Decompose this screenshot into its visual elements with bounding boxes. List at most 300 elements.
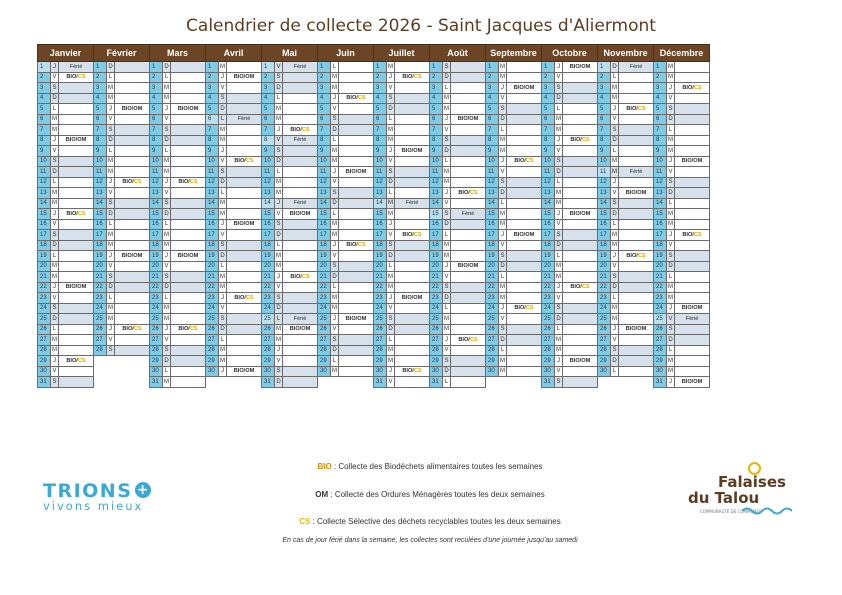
day-number: 18 <box>94 240 107 251</box>
collection-cell <box>507 104 542 115</box>
day-number: 16 <box>598 219 611 230</box>
collection-cell <box>339 156 374 167</box>
weekday-letter: M <box>611 230 619 241</box>
weekday-letter: V <box>443 345 451 356</box>
day-number: 1 <box>542 62 555 73</box>
weekday-letter: V <box>51 293 59 304</box>
collection-cell: BIO/CS <box>59 209 94 220</box>
weekday-letter: J <box>387 146 395 157</box>
collection-cell <box>171 198 206 209</box>
day-number: 25 <box>598 314 611 325</box>
weekday-letter: D <box>219 104 227 115</box>
weekday-letter: L <box>387 335 395 346</box>
collection-cell <box>507 366 542 377</box>
day-number: 12 <box>262 177 275 188</box>
collection-cell <box>395 209 430 220</box>
weekday-letter: D <box>107 135 115 146</box>
collection-cell <box>171 93 206 104</box>
collection-cell <box>619 240 654 251</box>
calendar-row <box>38 293 710 304</box>
weekday-letter: S <box>443 62 451 73</box>
collection-cell <box>59 83 94 94</box>
collection-cell <box>115 146 150 157</box>
day-number: 22 <box>654 282 667 293</box>
collection-cell <box>339 62 374 73</box>
month-header: Avril <box>206 45 262 62</box>
weekday-letter: J <box>51 356 59 367</box>
collection-cell <box>115 293 150 304</box>
collection-cell <box>563 251 598 262</box>
day-number: 13 <box>654 188 667 199</box>
collection-cell <box>283 261 318 272</box>
day-number: 14 <box>262 198 275 209</box>
day-number: 22 <box>150 282 163 293</box>
collection-cell <box>59 303 94 314</box>
weekday-letter: M <box>51 345 59 356</box>
collection-cell <box>563 177 598 188</box>
weekday-letter: L <box>331 135 339 146</box>
weekday-letter: J <box>51 62 59 73</box>
weekday-letter: V <box>443 272 451 283</box>
day-number: 7 <box>430 125 443 136</box>
weekday-letter: M <box>219 125 227 136</box>
collection-cell <box>339 282 374 293</box>
day-number: 16 <box>654 219 667 230</box>
collection-cell <box>171 282 206 293</box>
day-number: 23 <box>318 293 331 304</box>
legend-om-text: : Collecte des Ordures Ménagères toutes les deux semaines <box>328 490 545 499</box>
day-number: 18 <box>486 240 499 251</box>
day-number: 3 <box>94 83 107 94</box>
collection-cell: BIO/OM <box>675 303 710 314</box>
collection-cell <box>171 356 206 367</box>
day-number: 8 <box>598 135 611 146</box>
day-number: 14 <box>598 198 611 209</box>
day-number: 10 <box>542 156 555 167</box>
weekday-letter: S <box>51 303 59 314</box>
day-number: 7 <box>654 125 667 136</box>
day-number: 20 <box>598 261 611 272</box>
weekday-letter: J <box>443 261 451 272</box>
weekday-letter: L <box>611 146 619 157</box>
collection-cell: BIO/OM <box>227 366 262 377</box>
day-number: 20 <box>374 261 387 272</box>
day-number: 7 <box>374 125 387 136</box>
collection-cell <box>619 209 654 220</box>
weekday-letter: M <box>667 282 675 293</box>
day-number: 12 <box>94 177 107 188</box>
collection-cell <box>115 93 150 104</box>
collection-cell <box>227 209 262 220</box>
trions-logo-text: TRIONS <box>43 480 133 502</box>
collection-cell <box>339 114 374 125</box>
weekday-letter: S <box>51 156 59 167</box>
day-number <box>598 377 611 388</box>
weekday-letter: J <box>667 230 675 241</box>
day-number: 22 <box>542 282 555 293</box>
weekday-letter: L <box>107 219 115 230</box>
day-number: 13 <box>38 188 51 199</box>
collection-cell <box>563 335 598 346</box>
day-number: 6 <box>150 114 163 125</box>
collection-cell <box>283 146 318 157</box>
collection-cell <box>507 167 542 178</box>
day-number: 5 <box>654 104 667 115</box>
day-number: 22 <box>374 282 387 293</box>
collection-cell <box>563 93 598 104</box>
day-number: 5 <box>542 104 555 115</box>
collection-cell <box>451 177 486 188</box>
collection-cell <box>507 146 542 157</box>
weekday-letter <box>611 377 619 388</box>
day-number: 5 <box>374 104 387 115</box>
day-number: 1 <box>486 62 499 73</box>
collection-cell <box>339 345 374 356</box>
weekday-letter: M <box>107 156 115 167</box>
collection-cell <box>171 314 206 325</box>
plus-icon: + <box>136 482 151 498</box>
weekday-letter: M <box>163 93 171 104</box>
weekday-letter: J <box>51 209 59 220</box>
day-number: 30 <box>150 366 163 377</box>
collection-cell <box>451 366 486 377</box>
weekday-letter: D <box>275 83 283 94</box>
calendar-row <box>38 303 710 314</box>
day-number: 20 <box>38 261 51 272</box>
collection-cell <box>675 93 710 104</box>
weekday-letter: S <box>611 125 619 136</box>
day-number: 2 <box>38 72 51 83</box>
day-number: 11 <box>150 167 163 178</box>
calendar-row <box>38 125 710 136</box>
day-number: 20 <box>206 261 219 272</box>
collection-cell <box>115 62 150 73</box>
day-number: 1 <box>654 62 667 73</box>
collection-cell <box>675 72 710 83</box>
day-number: 14 <box>38 198 51 209</box>
day-number: 18 <box>318 240 331 251</box>
calendar-row <box>38 135 710 146</box>
day-number: 27 <box>150 335 163 346</box>
collection-cell <box>171 345 206 356</box>
weekday-letter: M <box>443 251 451 262</box>
legend-bio-text: : Collecte des Biodéchets alimentaires toutes les semaines <box>331 462 543 471</box>
day-number: 15 <box>94 209 107 220</box>
month-header: Août <box>430 45 486 62</box>
day-number: 3 <box>150 83 163 94</box>
weekday-letter: L <box>107 293 115 304</box>
day-number: 10 <box>654 156 667 167</box>
collection-cell <box>507 135 542 146</box>
month-header: Juin <box>318 45 374 62</box>
collection-cell <box>563 272 598 283</box>
day-number: 9 <box>654 146 667 157</box>
weekday-letter: M <box>219 345 227 356</box>
calendar-row <box>38 356 710 367</box>
day-number: 25 <box>150 314 163 325</box>
collection-cell <box>339 261 374 272</box>
weekday-letter: M <box>555 114 563 125</box>
collection-cell: BIO/OM <box>619 324 654 335</box>
weekday-letter: L <box>275 240 283 251</box>
day-number: 4 <box>542 93 555 104</box>
weekday-letter: M <box>667 293 675 304</box>
weekday-letter: S <box>555 303 563 314</box>
day-number: 6 <box>374 114 387 125</box>
weekday-letter: D <box>275 230 283 241</box>
weekday-letter: M <box>443 324 451 335</box>
weekday-letter: L <box>555 177 563 188</box>
collection-cell <box>451 377 486 388</box>
collection-cell: Férié <box>227 114 262 125</box>
weekday-letter: L <box>331 209 339 220</box>
collection-cell <box>115 282 150 293</box>
day-number: 21 <box>38 272 51 283</box>
weekday-letter: M <box>163 377 171 388</box>
day-number: 24 <box>262 303 275 314</box>
weekday-letter: D <box>387 104 395 115</box>
collection-cell: BIO/OM <box>171 104 206 115</box>
weekday-letter: D <box>443 366 451 377</box>
collection-cell <box>675 62 710 73</box>
weekday-letter: M <box>555 125 563 136</box>
weekday-letter: M <box>107 167 115 178</box>
weekday-letter: M <box>387 135 395 146</box>
weekday-letter: L <box>219 188 227 199</box>
collection-cell <box>619 366 654 377</box>
day-number: 19 <box>598 251 611 262</box>
day-number: 28 <box>262 345 275 356</box>
day-number: 14 <box>542 198 555 209</box>
day-number: 26 <box>94 324 107 335</box>
weekday-letter: M <box>667 146 675 157</box>
legend-cs-code: CS <box>299 517 311 526</box>
day-number: 17 <box>206 230 219 241</box>
collection-cell <box>451 219 486 230</box>
day-number: 12 <box>654 177 667 188</box>
day-number: 17 <box>374 230 387 241</box>
weekday-letter: M <box>331 72 339 83</box>
collection-cell <box>451 83 486 94</box>
collection-cell <box>451 93 486 104</box>
weekday-letter: S <box>331 188 339 199</box>
collection-cell: BIO/OM <box>395 146 430 157</box>
collection-cell <box>675 272 710 283</box>
weekday-letter: D <box>275 156 283 167</box>
weekday-letter: V <box>667 314 675 325</box>
weekday-letter: L <box>667 198 675 209</box>
day-number: 7 <box>318 125 331 136</box>
collection-cell <box>507 282 542 293</box>
weekday-letter: V <box>163 335 171 346</box>
day-number: 27 <box>206 335 219 346</box>
weekday-letter: D <box>499 261 507 272</box>
day-number: 8 <box>430 135 443 146</box>
weekday-letter: L <box>611 366 619 377</box>
weekday-letter: M <box>611 240 619 251</box>
day-number: 25 <box>38 314 51 325</box>
collection-cell <box>59 240 94 251</box>
weekday-letter: S <box>275 72 283 83</box>
weekday-letter: J <box>163 177 171 188</box>
weekday-letter: V <box>219 83 227 94</box>
weekday-letter: D <box>275 377 283 388</box>
calendar-row <box>38 240 710 251</box>
collection-cell <box>451 282 486 293</box>
weekday-letter: J <box>387 72 395 83</box>
day-number: 14 <box>430 198 443 209</box>
collection-cell <box>171 135 206 146</box>
day-number: 5 <box>150 104 163 115</box>
weekday-letter: V <box>499 240 507 251</box>
wave-icon <box>742 506 792 516</box>
collection-cell: BIO/OM <box>115 104 150 115</box>
weekday-letter: D <box>51 314 59 325</box>
weekday-letter: S <box>555 156 563 167</box>
day-number: 12 <box>598 177 611 188</box>
weekday-letter: M <box>107 303 115 314</box>
weekday-letter: M <box>51 335 59 346</box>
day-number: 27 <box>542 335 555 346</box>
day-number: 18 <box>374 240 387 251</box>
collection-cell: Férié <box>59 62 94 73</box>
collection-cell <box>171 272 206 283</box>
collection-cell <box>171 293 206 304</box>
weekday-letter: M <box>107 83 115 94</box>
day-number: 25 <box>206 314 219 325</box>
collection-cell <box>675 135 710 146</box>
calendar-row <box>38 261 710 272</box>
weekday-letter: J <box>219 366 227 377</box>
day-number: 1 <box>38 62 51 73</box>
collection-cell <box>59 156 94 167</box>
collection-cell <box>59 272 94 283</box>
collection-cell <box>675 251 710 262</box>
collection-cell <box>115 114 150 125</box>
trions-slogan: vivons mieux <box>43 499 144 513</box>
collection-cell <box>59 366 94 377</box>
collection-cell: BIO/OM <box>563 209 598 220</box>
collection-cell <box>339 198 374 209</box>
collection-cell: BIO/CS <box>171 324 206 335</box>
weekday-letter: M <box>51 261 59 272</box>
collection-cell <box>507 240 542 251</box>
day-number: 9 <box>262 146 275 157</box>
day-number: 20 <box>262 261 275 272</box>
day-number: 23 <box>38 293 51 304</box>
day-number: 15 <box>430 209 443 220</box>
day-number: 22 <box>318 282 331 293</box>
day-number: 18 <box>430 240 443 251</box>
day-number <box>206 377 219 388</box>
day-number: 19 <box>542 251 555 262</box>
weekday-letter: M <box>555 272 563 283</box>
weekday-letter: S <box>107 272 115 283</box>
weekday-letter: V <box>51 366 59 377</box>
weekday-letter: D <box>51 167 59 178</box>
weekday-letter: M <box>163 303 171 314</box>
collection-cell <box>115 261 150 272</box>
collection-cell <box>451 240 486 251</box>
calendar-row <box>38 324 710 335</box>
collection-cell <box>227 104 262 115</box>
weekday-letter <box>331 377 339 388</box>
weekday-letter: M <box>163 240 171 251</box>
calendar-row <box>38 314 710 325</box>
collection-cell <box>283 104 318 115</box>
weekday-letter: M <box>611 93 619 104</box>
day-number: 21 <box>262 272 275 283</box>
collection-cell <box>451 303 486 314</box>
day-number: 4 <box>94 93 107 104</box>
collection-cell: BIO/CS <box>115 324 150 335</box>
collection-cell <box>59 104 94 115</box>
collection-cell <box>283 356 318 367</box>
collection-cell <box>227 62 262 73</box>
day-number: 14 <box>374 198 387 209</box>
day-number: 10 <box>318 156 331 167</box>
day-number: 8 <box>150 135 163 146</box>
day-number: 12 <box>318 177 331 188</box>
collection-cell <box>507 314 542 325</box>
day-number: 30 <box>38 366 51 377</box>
weekday-letter: M <box>51 125 59 136</box>
weekday-letter: J <box>331 93 339 104</box>
month-header: Novembre <box>598 45 654 62</box>
weekday-letter: M <box>275 251 283 262</box>
day-number: 4 <box>262 93 275 104</box>
day-number: 31 <box>430 377 443 388</box>
day-number: 15 <box>542 209 555 220</box>
day-number: 2 <box>150 72 163 83</box>
weekday-letter: M <box>163 314 171 325</box>
day-number: 7 <box>94 125 107 136</box>
weekday-letter: M <box>107 230 115 241</box>
collection-cell <box>283 167 318 178</box>
legend-bio <box>210 462 650 471</box>
weekday-letter: S <box>275 219 283 230</box>
collection-cell <box>675 209 710 220</box>
day-number: 2 <box>430 72 443 83</box>
day-number: 27 <box>598 335 611 346</box>
day-number: 16 <box>374 219 387 230</box>
weekday-letter: S <box>219 93 227 104</box>
day-number: 12 <box>542 177 555 188</box>
day-number: 24 <box>486 303 499 314</box>
weekday-letter: V <box>219 156 227 167</box>
day-number: 3 <box>374 83 387 94</box>
collection-cell: BIO/OM <box>675 377 710 388</box>
day-number: 28 <box>150 345 163 356</box>
weekday-letter: D <box>331 272 339 283</box>
day-number: 24 <box>38 303 51 314</box>
weekday-letter: V <box>611 335 619 346</box>
collection-cell <box>395 167 430 178</box>
collection-cell <box>59 314 94 325</box>
collection-cell <box>59 230 94 241</box>
day-number: 5 <box>598 104 611 115</box>
collection-cell <box>171 230 206 241</box>
weekday-letter: J <box>443 114 451 125</box>
day-number: 24 <box>430 303 443 314</box>
day-number: 17 <box>430 230 443 241</box>
weekday-letter: M <box>331 303 339 314</box>
day-number: 19 <box>318 251 331 262</box>
weekday-letter: V <box>51 219 59 230</box>
collection-cell <box>283 83 318 94</box>
day-number: 13 <box>206 188 219 199</box>
day-number: 23 <box>430 293 443 304</box>
